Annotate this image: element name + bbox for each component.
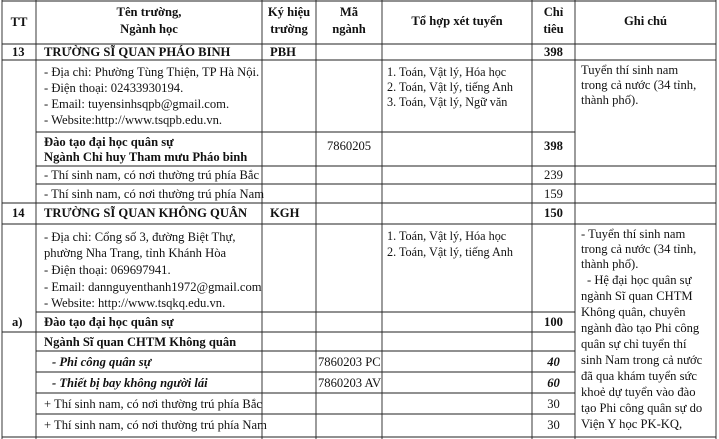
- school14-item-uav-quota: 60: [547, 376, 560, 390]
- school13-row-south-quota: 159: [544, 187, 563, 201]
- school13-row-south: - Thí sinh nam, có nơi thường trú phía Nam: [44, 187, 264, 201]
- header-quota-line2: tiêu: [543, 22, 564, 36]
- school14-note2-line9: tạo Phi công quân sự do: [581, 401, 703, 415]
- school13-email: - Email: tuyensinhsqpb@gmail.com.: [44, 97, 230, 111]
- header-quota-line1: Chỉ: [543, 5, 564, 19]
- school14-item-uav-code: 7860203 AV: [318, 376, 382, 390]
- school13-note-line3: thành phố).: [581, 93, 639, 107]
- school13-note-line2: trong cả nước (34 tỉnh,: [581, 78, 697, 92]
- school14-sub-a: a): [12, 315, 23, 329]
- school13-number: 13: [12, 45, 25, 59]
- school13-website: - Website:http://www.tsqpb.edu.vn.: [44, 113, 223, 127]
- school13-code: PBH: [270, 45, 296, 59]
- school13-program-line2: Ngành Chỉ huy Tham mưu Pháo binh: [44, 150, 248, 164]
- school13-row-north: - Thí sinh nam, có nơi thường trú phía Bắc: [44, 168, 260, 182]
- header-tt: TT: [10, 15, 28, 29]
- school14-number: 14: [12, 206, 25, 220]
- school14-row-north: + Thí sinh nam, có nơi thường trú phía Bắc: [44, 397, 262, 411]
- school13-program-line1: Đào tạo đại học quân sự: [44, 135, 174, 149]
- school14-item-uav: - Thiết bị bay không người lái: [52, 376, 208, 390]
- school14-program: Đào tạo đại học quân sự: [44, 315, 174, 329]
- school13-program-code: 7860205: [327, 139, 372, 153]
- school14-item-pilot-quota: 40: [547, 355, 560, 369]
- header-code-line1: Ký hiệu: [267, 5, 311, 19]
- school14-address-line1: - Địa chỉ: Cổng số 3, đường Biệt Thự,: [44, 230, 236, 244]
- header-code-line2: trường: [270, 22, 308, 36]
- school13-address: - Địa chỉ: Phường Tùng Thiện, TP Hà Nội.: [44, 65, 260, 79]
- school13-combo-1: 1. Toán, Vật lý, Hóa học: [387, 65, 507, 79]
- school14-code: KGH: [270, 206, 300, 220]
- school14-note2-line7: đã qua khám tuyển sức: [581, 369, 697, 383]
- school14-note1-line2: trong cả nước (34 tỉnh,: [581, 242, 697, 256]
- school13-combo-2: 2. Toán, Vật lý, tiếng Anh: [387, 80, 513, 94]
- school14-item-pilot-code: 7860203 PC: [318, 355, 381, 369]
- school14-combo-1: 1. Toán, Vật lý, Hóa học: [387, 229, 507, 243]
- school13-row-north-quota: 239: [544, 168, 563, 182]
- header-name-line2: Ngành học: [120, 22, 178, 36]
- school14-note2-line8: khoẻ dự tuyển vào đào: [581, 385, 696, 399]
- header-major-line2: ngành: [332, 22, 366, 36]
- header-major-line1: Mã: [339, 5, 359, 19]
- school13-combo-3: 3. Toán, Vật lý, Ngữ văn: [387, 95, 508, 109]
- school14-email: - Email: dannguyenthanh1972@gmail.com: [44, 280, 262, 294]
- school13-phone: - Điện thoại: 02433930194.: [44, 81, 184, 95]
- school14-address-line2: phường Nha Trang, tỉnh Khánh Hòa: [44, 246, 227, 260]
- school14-program-quota: 100: [544, 315, 563, 329]
- header-notes: Ghi chú: [623, 14, 668, 28]
- school13-program-quota: 398: [544, 139, 563, 153]
- school13-note-line1: Tuyển thí sinh nam: [581, 63, 679, 77]
- school14-note2-line5: quân sự chỉ tuyển thí: [581, 337, 687, 351]
- school14-combo-2: 2. Toán, Vật lý, tiếng Anh: [387, 245, 513, 259]
- school14-note1-line1: - Tuyển thí sinh nam: [581, 227, 686, 241]
- school14-note2-line4: ngành đào tạo Phi công: [581, 321, 700, 335]
- school14-note1-line3: thành phố).: [581, 257, 639, 271]
- school14-major: Ngành Sĩ quan CHTM Không quân: [44, 335, 237, 349]
- school13-name: TRƯỜNG SĨ QUAN PHÁO BINH: [44, 45, 231, 59]
- school14-item-pilot: - Phi công quân sự: [52, 355, 152, 369]
- school14-note2-line10: Viện Y học PK-KQ,: [581, 417, 683, 431]
- school14-row-south-quota: 30: [547, 418, 560, 432]
- school14-website: - Website: http://www.tsqkq.edu.vn.: [44, 296, 226, 310]
- school14-quota: 150: [544, 206, 563, 220]
- school14-note2-line6: sinh Nam trong cả nước: [581, 353, 703, 367]
- school14-note2-line1: - Hệ đại học quân sự: [587, 273, 692, 287]
- header-combo: Tổ hợp xét tuyển: [411, 14, 503, 28]
- school14-row-north-quota: 30: [547, 397, 560, 411]
- school14-name: TRƯỜNG SĨ QUAN KHÔNG QUÂN: [44, 206, 248, 220]
- school14-note2-line3: Không quân, chuyên: [581, 305, 686, 319]
- school13-quota: 398: [544, 45, 563, 59]
- school14-row-south: + Thí sinh nam, có nơi thường trú phía Nam: [44, 418, 267, 432]
- school14-note2-line2: ngành Sĩ quan CHTM: [581, 289, 693, 303]
- school14-phone: - Điện thoại: 069697941.: [44, 263, 171, 277]
- header-name-line1: Tên trường,: [116, 5, 182, 19]
